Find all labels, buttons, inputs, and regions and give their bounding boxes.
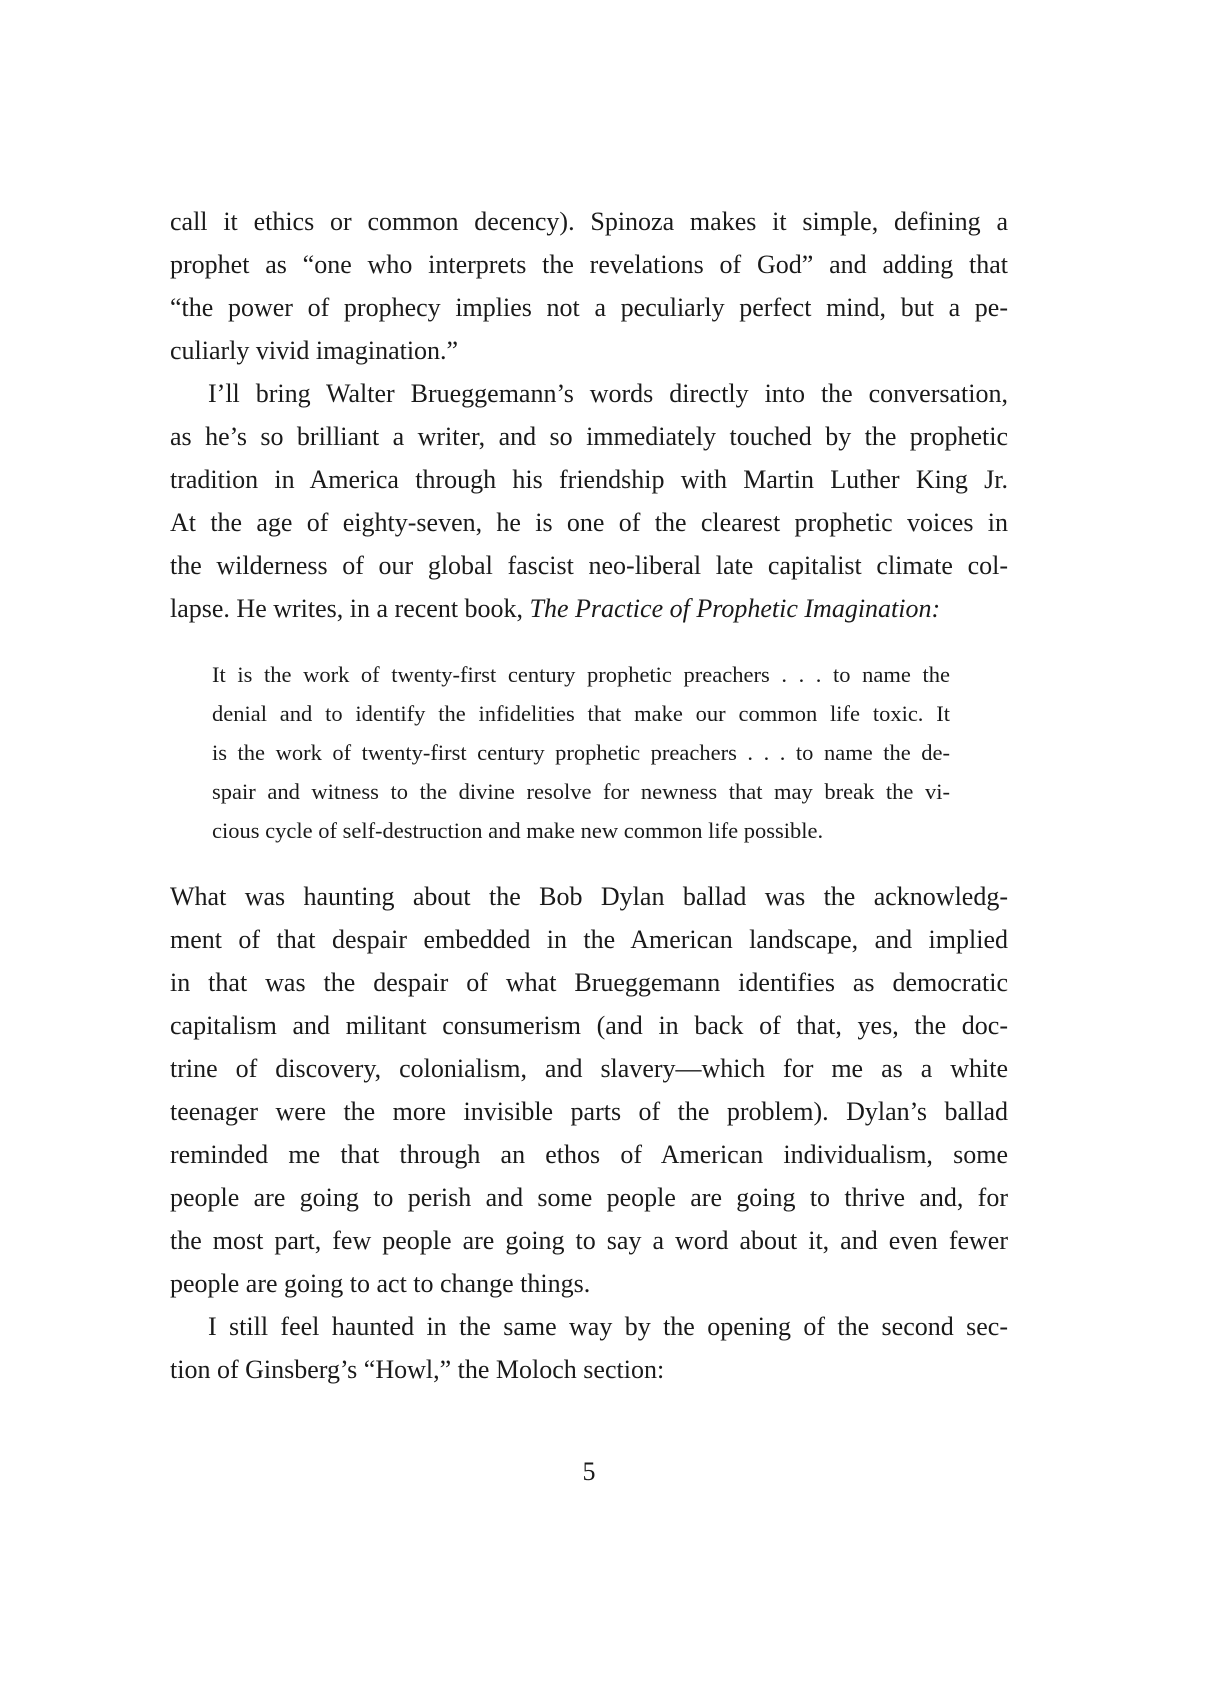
italic-text-run: The Practice of Prophetic Imagination:	[529, 594, 941, 623]
text-line	[170, 329, 1008, 372]
text-run: ment of that despair embedded in the American landscape, and implied	[170, 925, 1008, 954]
page-number: 5	[582, 1457, 596, 1486]
text-run: culiarly vivid imagination.”	[170, 336, 459, 365]
text-line	[212, 694, 950, 733]
text-run: the wilderness of our global fascist neo-liberal late capitalist climate col-	[170, 551, 1008, 580]
text-line	[170, 501, 1008, 544]
text-line	[170, 1004, 1008, 1047]
text-line	[170, 1219, 1008, 1262]
text-run: I’ll bring Walter Brueggemann’s words directly into the conversation,	[208, 379, 1008, 408]
text-line	[212, 733, 950, 772]
text-line	[170, 1262, 1008, 1305]
text-line	[170, 243, 1008, 286]
paragraph-brueggemann	[170, 372, 1008, 630]
text-line	[170, 458, 1008, 501]
text-run: I still feel haunted in the same way by the opening of the second sec-	[208, 1312, 1008, 1341]
text-line	[212, 772, 950, 811]
text-run: lapse. He writes, in a recent book,	[170, 594, 530, 623]
text-run: capitalism and militant consumerism (and in back of that, yes, the doc-	[170, 1011, 1008, 1040]
text-line	[170, 1133, 1008, 1176]
text-line	[170, 1176, 1008, 1219]
text-line	[170, 875, 1008, 918]
text-line	[170, 1090, 1008, 1133]
text-line	[212, 655, 950, 694]
text-run: people are going to act to change things.	[170, 1269, 591, 1298]
text-run: denial and to identify the infidelities that make our common life toxic. It	[212, 701, 950, 726]
text-line	[170, 961, 1008, 1004]
text-line	[170, 415, 1008, 458]
text-run: spair and witness to the divine resolve for newness that may break the vi-	[212, 779, 950, 804]
paragraph-spinoza	[170, 200, 1008, 372]
text-line	[212, 811, 950, 850]
text-run: tradition in America through his friendship with Martin Luther King Jr.	[170, 465, 1008, 494]
text-run: teenager were the more invisible parts of the problem). Dylan’s ballad	[170, 1097, 1008, 1126]
paragraph-dylan-ballad	[170, 875, 1008, 1305]
text-line	[170, 372, 1008, 415]
text-run: the most part, few people are going to say a word about it, and even fewer	[170, 1226, 1008, 1255]
text-run: is the work of twenty-first century prophetic preachers . . . to name the de-	[212, 740, 950, 765]
text-run: “the power of prophecy implies not a peculiarly perfect mind, but a pe-	[170, 293, 1008, 322]
text-run: trine of discovery, colonialism, and slavery—which for me as a white	[170, 1054, 1008, 1083]
text-run: It is the work of twenty-first century prophetic preachers . . . to name the	[212, 662, 950, 687]
text-run: in that was the despair of what Brueggemann identifies as democratic	[170, 968, 1008, 997]
text-line	[170, 1305, 1008, 1348]
blockquote-brueggemann-excerpt	[212, 655, 950, 850]
text-run: people are going to perish and some people are going to thrive and, for	[170, 1183, 1008, 1212]
text-run: tion of Ginsberg’s “Howl,” the Moloch section:	[170, 1355, 665, 1384]
text-line	[170, 587, 1008, 630]
text-run: cious cycle of self-destruction and make new common life possible.	[212, 818, 824, 843]
text-run: reminded me that through an ethos of American individualism, some	[170, 1140, 1008, 1169]
text-line	[170, 1348, 1008, 1391]
text-run: What was haunting about the Bob Dylan ballad was the acknowledg-	[170, 882, 1008, 911]
text-run: prophet as “one who interprets the revelations of God” and adding that	[170, 250, 1008, 279]
text-line	[170, 200, 1008, 243]
text-run: call it ethics or common decency). Spinoza makes it simple, defining a	[170, 207, 1008, 236]
text-line	[170, 918, 1008, 961]
paragraph-howl-intro	[170, 1305, 1008, 1391]
text-line	[170, 286, 1008, 329]
text-run: as he’s so brilliant a writer, and so immediately touched by the prophetic	[170, 422, 1008, 451]
text-run: At the age of eighty-seven, he is one of the clearest prophetic voices in	[170, 508, 1008, 537]
text-line	[170, 544, 1008, 587]
text-line	[170, 1047, 1008, 1090]
